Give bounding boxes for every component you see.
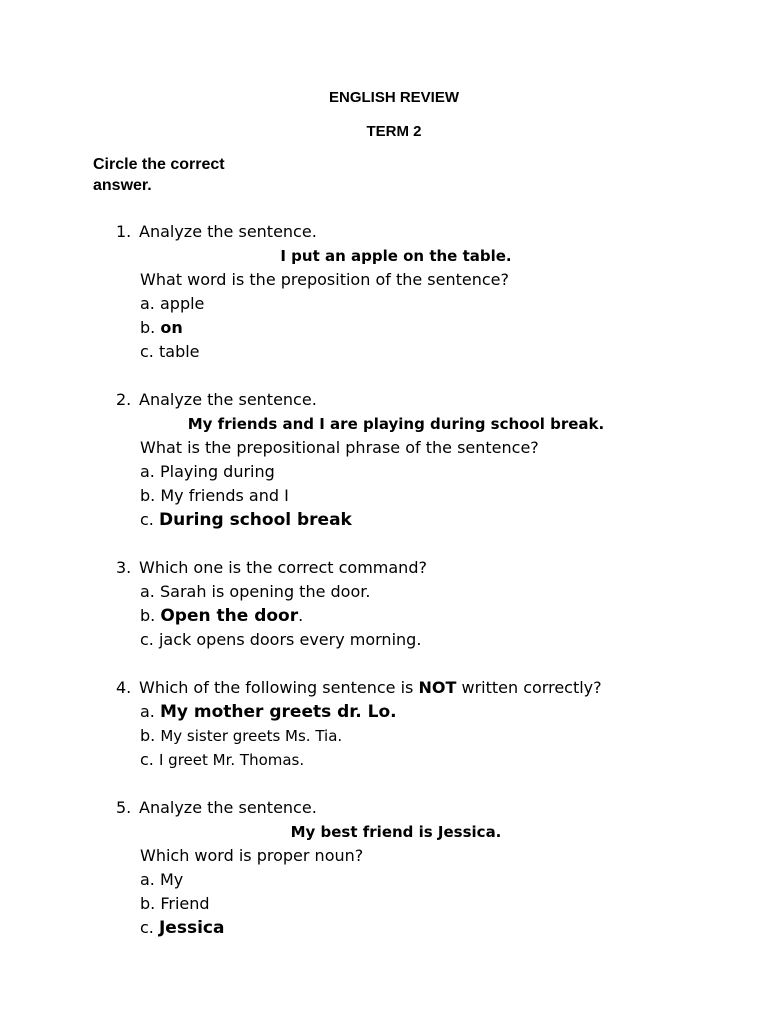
option-suffix: .: [298, 606, 304, 625]
question-text: Which of the following sentence is: [139, 678, 414, 697]
question-text: What word is the preposition of the sentence?: [140, 270, 509, 289]
example-sentence: My friends and I are playing during school break.: [187, 415, 605, 433]
option-text: Playing during: [159, 462, 275, 481]
option-text: My friends and I: [160, 486, 289, 505]
question-number: 4.: [116, 678, 132, 697]
option-text: on: [160, 318, 183, 337]
option-a[interactable]: [116, 292, 676, 316]
question-text: Which one is the correct command?: [139, 558, 427, 577]
option-text: Jessica: [158, 918, 225, 938]
option-b[interactable]: [116, 892, 676, 916]
option-c[interactable]: [116, 748, 676, 772]
question-emphasis: NOT: [418, 678, 457, 697]
option-b[interactable]: [116, 484, 676, 508]
question-prompt: Analyze the sentence.: [139, 222, 317, 241]
option-letter: b.: [140, 318, 156, 337]
option-text: Open the door: [160, 606, 299, 626]
option-c[interactable]: [116, 340, 676, 364]
question-text: What is the prepositional phrase of the sentence?: [140, 438, 539, 457]
option-letter: a.: [140, 702, 155, 721]
option-a[interactable]: [116, 868, 676, 892]
question-number: 3.: [116, 558, 132, 577]
option-text: Friend: [160, 894, 210, 913]
question-number: 5.: [116, 798, 132, 817]
option-a[interactable]: [116, 460, 676, 484]
option-b[interactable]: [116, 724, 676, 748]
option-b[interactable]: [116, 604, 676, 628]
option-a[interactable]: [116, 700, 676, 724]
option-a[interactable]: [116, 580, 676, 604]
option-text: During school break: [158, 510, 352, 530]
option-text: table: [158, 342, 200, 361]
option-letter: c.: [140, 918, 154, 937]
option-letter: c.: [140, 342, 154, 361]
option-letter: c.: [140, 750, 154, 769]
option-text: My mother greets dr. Lo.: [159, 702, 397, 722]
option-letter: a.: [140, 462, 155, 481]
option-text: Sarah is opening the door.: [159, 582, 371, 601]
question-3: [116, 556, 676, 652]
option-letter: c.: [140, 510, 154, 529]
question-number: 1.: [116, 222, 132, 241]
option-letter: b.: [140, 726, 156, 745]
option-b[interactable]: [116, 316, 676, 340]
option-letter: c.: [140, 630, 154, 649]
option-text: apple: [159, 294, 205, 313]
option-text: My: [159, 870, 184, 889]
question-text-end: written correctly?: [461, 678, 602, 697]
option-letter: a.: [140, 294, 155, 313]
option-text: I greet Mr. Thomas.: [158, 751, 305, 769]
option-letter: b.: [140, 894, 156, 913]
document-title: ENGLISH REVIEW: [328, 89, 459, 106]
option-text: My sister greets Ms. Tia.: [160, 727, 343, 745]
question-5: [116, 796, 676, 940]
option-letter: a.: [140, 870, 155, 889]
instruction-text: Circle the correct answer.: [93, 156, 225, 194]
question-text: Which word is proper noun?: [140, 846, 364, 865]
question-number: 2.: [116, 390, 132, 409]
question-4: [116, 676, 676, 772]
question-2: [116, 388, 676, 532]
option-c[interactable]: [116, 916, 676, 940]
example-sentence: I put an apple on the table.: [280, 247, 512, 265]
option-letter: b.: [140, 606, 156, 625]
question-1: [116, 220, 676, 364]
question-prompt: Analyze the sentence.: [139, 798, 317, 817]
option-letter: b.: [140, 486, 156, 505]
option-letter: a.: [140, 582, 155, 601]
option-c[interactable]: [116, 508, 676, 532]
question-prompt: Analyze the sentence.: [139, 390, 317, 409]
option-text: jack opens doors every morning.: [158, 630, 422, 649]
term-label: TERM 2: [366, 123, 422, 140]
example-sentence: My best friend is Jessica.: [290, 823, 502, 841]
option-c[interactable]: [116, 628, 676, 652]
